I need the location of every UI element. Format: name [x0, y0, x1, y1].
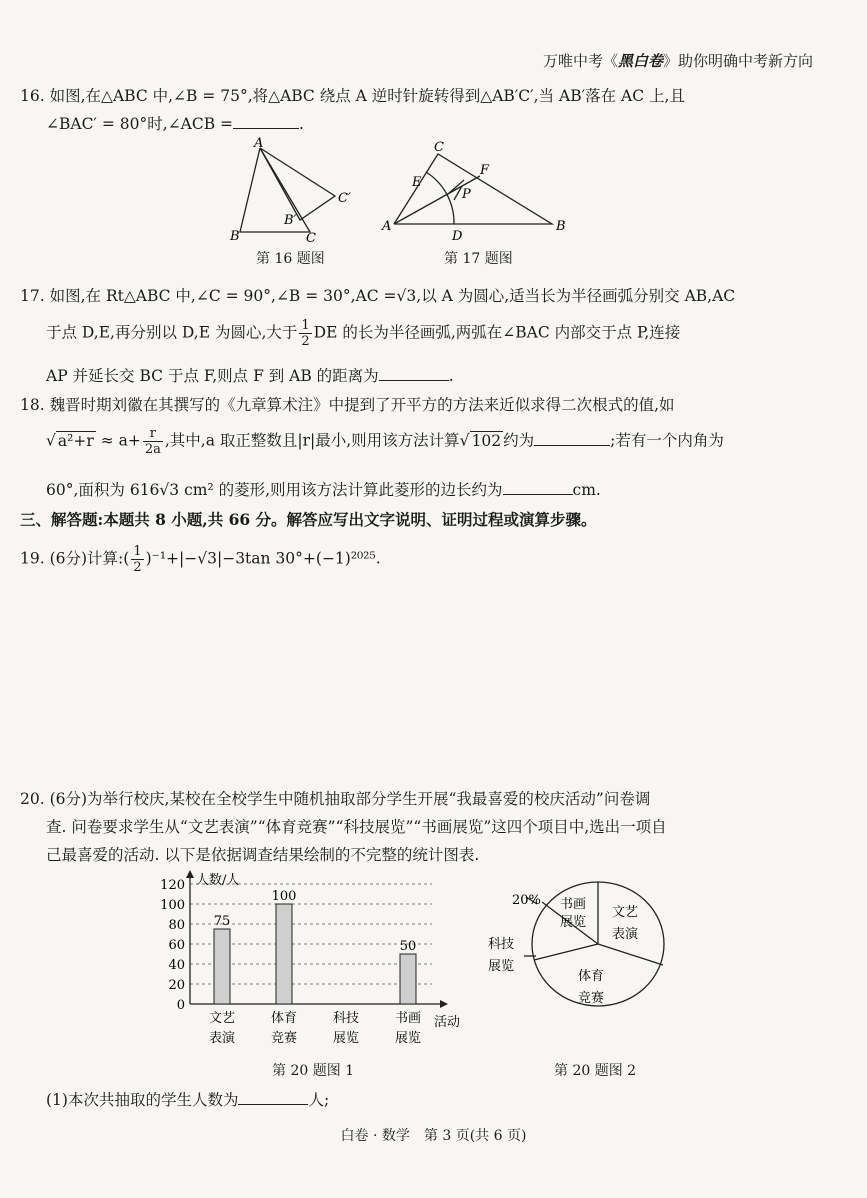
q17-fraction [299, 318, 311, 349]
bar-category-label: 展览 [394, 1031, 422, 1046]
q17-text2b: DE 的长为半径画弧,两弧在∠BAC 内部交于点 P,连接 [313, 323, 681, 342]
bar-y-tick-label: 80 [168, 918, 185, 933]
bar-y-tick-label: 20 [168, 978, 185, 993]
q16-triangle-ab1c1 [260, 148, 335, 220]
q19-text-pre: (6分)计算:( [49, 549, 130, 568]
bar-value-label: 75 [213, 914, 231, 929]
q17-text3: AP 并延长交 BC 于点 F,则点 F 到 AB 的距离为 [46, 367, 379, 385]
pie-label-shuhua-1: 书画 [560, 897, 587, 912]
q18-approx: ≈ a+ [95, 431, 141, 450]
q17-frac-den: 2 [301, 334, 310, 349]
q18-answer-blank-1[interactable] [534, 430, 610, 446]
q20-line3: 己最喜爱的活动. 以下是依据调查结果绘制的不完整的统计图表. [46, 846, 480, 864]
q17-label-d: D [452, 229, 463, 244]
bar-y-tick-label: 60 [168, 938, 185, 953]
q17-caption: 第 17 题图 [444, 251, 513, 267]
q16-caption: 第 16 题图 [256, 251, 325, 267]
q18-text2a: ,其中,a 取正整数且|r|最小,则用该方法计算 [164, 431, 460, 450]
q16-text1: 如图,在△ABC 中,∠B = 75°,将△ABC 绕点 A 逆时针旋转得到△AB′C′,当 AB′落在 AC 上,且 [49, 87, 685, 105]
pie-label-wenyi-1: 文艺 [612, 905, 639, 920]
pie-divider-right [598, 944, 663, 965]
bar-y-tick-label: 100 [160, 898, 185, 913]
q17-line3 [46, 364, 454, 386]
bar-x-axis-arrow [440, 1000, 448, 1008]
bar-x-axis-title: 活动 [434, 1015, 461, 1030]
q16-label-b1: B′ [284, 213, 297, 228]
pie-label-keji-1: 科技 [488, 937, 515, 952]
bar-y-axis-arrow [186, 870, 194, 878]
q20-number: 20. [20, 790, 45, 808]
bar-category-label: 竞赛 [270, 1031, 298, 1046]
q17-label-a: A [382, 219, 392, 234]
q20-sub1-unit: 人; [308, 1091, 330, 1109]
q18-line2: √ a²+r ≈ a+ $\frac{r}{2a}$ ,其中,a 取正整数且|r|最小,则用该方法计算√ 102 约为 ;若有一个内角为 [46, 426, 724, 457]
bar-category-label: 展览 [332, 1031, 360, 1046]
q17-label-b: B [556, 219, 566, 234]
bar-category-label: 文艺 [208, 1011, 236, 1026]
q17-number: 17. [20, 287, 45, 305]
q17-label-p: P [462, 187, 471, 202]
q16-answer-blank[interactable] [233, 113, 299, 129]
q18-sqrt-expr: a²+r [57, 431, 94, 450]
q16-label-c: C [306, 231, 316, 246]
q18-text1: 魏晋时期刘徽在其撰写的《九章算术注》中提到了开平方的方法来近似求得二次根式的值,如 [49, 396, 675, 414]
page-footer: 白卷 · 数学 第 3 页(共 6 页) [340, 1128, 527, 1144]
q16-number: 16. [20, 87, 45, 105]
q20-bar-caption: 第 20 题图 1 [272, 1063, 355, 1079]
q18-fraction [143, 426, 163, 457]
q16-line1 [20, 84, 685, 106]
q18-frac-den: 2a [144, 442, 161, 457]
pie-label-keji-2: 展览 [488, 959, 515, 974]
header-text-end: 》助你明确中考新方向 [662, 52, 813, 70]
bar-y-tick-label: 0 [176, 998, 185, 1013]
q20-sub1-answer-blank[interactable] [238, 1089, 308, 1105]
bar-value-label: 100 [271, 889, 297, 904]
q18-line1 [20, 393, 675, 415]
bar-y-axis-title: 人数/人 [196, 873, 240, 888]
q18-text2c: ;若有一个内角为 [610, 431, 724, 450]
q16-label-a: A [254, 136, 264, 151]
q18-sqrt102: 102 [471, 431, 502, 450]
q17-answer-blank[interactable] [379, 365, 449, 381]
q17-text2a: 于点 D,E,再分别以 D,E 为圆心,大于 [46, 323, 298, 342]
q17-figure [380, 136, 580, 246]
q18-text3: 60°,面积为 616√3 cm² 的菱形,则用该方法计算此菱形的边长约为 [46, 481, 503, 499]
q20-text1: (6分)为举行校庆,某校在全校学生中随机抽取部分学生开展“我最喜爱的校庆活动”问卷调 [49, 790, 651, 808]
q17-frac-num: 1 [301, 318, 310, 333]
q16-label-b: B [230, 229, 240, 244]
q17-line2 [46, 318, 680, 349]
q18-text2b: 约为 [503, 431, 535, 450]
q20-line1 [20, 787, 650, 809]
q19-frac-num: 1 [133, 544, 142, 559]
q17-period: . [448, 367, 454, 385]
section-3-heading: 三、解答题:本题共 8 小题,共 66 分。解答应写出文字说明、证明过程或演算步骤。 [20, 510, 597, 529]
q20-sub1 [46, 1088, 329, 1110]
bar-category-label: 表演 [208, 1031, 236, 1046]
q20-bar-chart [150, 868, 480, 1052]
bar-y-tick-label: 120 [160, 878, 185, 893]
pie-label-shuhua-2: 展览 [560, 915, 587, 930]
q19-text-post: )⁻¹+|−√3|−3tan 30°+(−1)²⁰²⁵. [145, 549, 381, 568]
q17-text1: 如图,在 Rt△ABC 中,∠C = 90°,∠B = 30°,AC =√3,以 A 为圆心,适当长为半径画弧分别交 AB,AC [49, 287, 736, 305]
q20-pie-chart [480, 868, 680, 1028]
q17-label-f: F [480, 163, 490, 178]
q19-number: 19. [20, 549, 45, 568]
q17-line1 [20, 284, 735, 306]
q18-answer-blank-2[interactable] [503, 479, 573, 495]
pie-divider-left [534, 944, 598, 960]
q20-line2: 查. 问卷要求学生从“文艺表演”“体育竞赛”“科技展览”“书画展览”这四个项目中,选出一项自 [46, 818, 667, 836]
q16-text2: ∠BAC′ = 80°时,∠ACB = [46, 115, 234, 133]
q16-figure [220, 136, 370, 246]
q20-pie-caption: 第 20 题图 2 [554, 1063, 637, 1079]
q16-period: . [299, 115, 304, 133]
pie-label-tiyu-2: 竞赛 [578, 991, 605, 1006]
q18-unit: cm. [572, 481, 601, 499]
q17-label-c: C [434, 140, 444, 155]
bar-category-label: 科技 [332, 1011, 360, 1026]
bar-value-label: 50 [399, 939, 417, 954]
q16-label-c1: C′ [338, 191, 351, 206]
q16-line2 [46, 112, 304, 134]
bar-category-label: 体育 [270, 1011, 298, 1026]
q20-sub1-text: (1)本次共抽取的学生人数为 [46, 1091, 239, 1109]
q18-number: 18. [20, 396, 45, 414]
q18-frac-num: r [143, 426, 163, 442]
pie-label-pct: 20% [512, 893, 541, 908]
pie-label-wenyi-2: 表演 [612, 927, 639, 942]
q17-label-e: E [412, 175, 422, 190]
bar-3 [400, 954, 416, 1004]
q18-line3 [46, 478, 601, 500]
page-header [543, 50, 813, 71]
q19-fraction [131, 544, 143, 575]
bar-category-label: 书画 [394, 1011, 422, 1026]
header-text: 万唯中考《 [542, 52, 618, 70]
bar-0 [214, 929, 230, 1004]
q19-frac-den: 2 [133, 560, 142, 575]
bar-1 [276, 904, 292, 1004]
bar-y-tick-label: 40 [168, 958, 185, 973]
q19-line [20, 544, 381, 575]
header-brand: 黑白卷 [617, 52, 663, 70]
pie-label-tiyu-1: 体育 [578, 969, 605, 984]
